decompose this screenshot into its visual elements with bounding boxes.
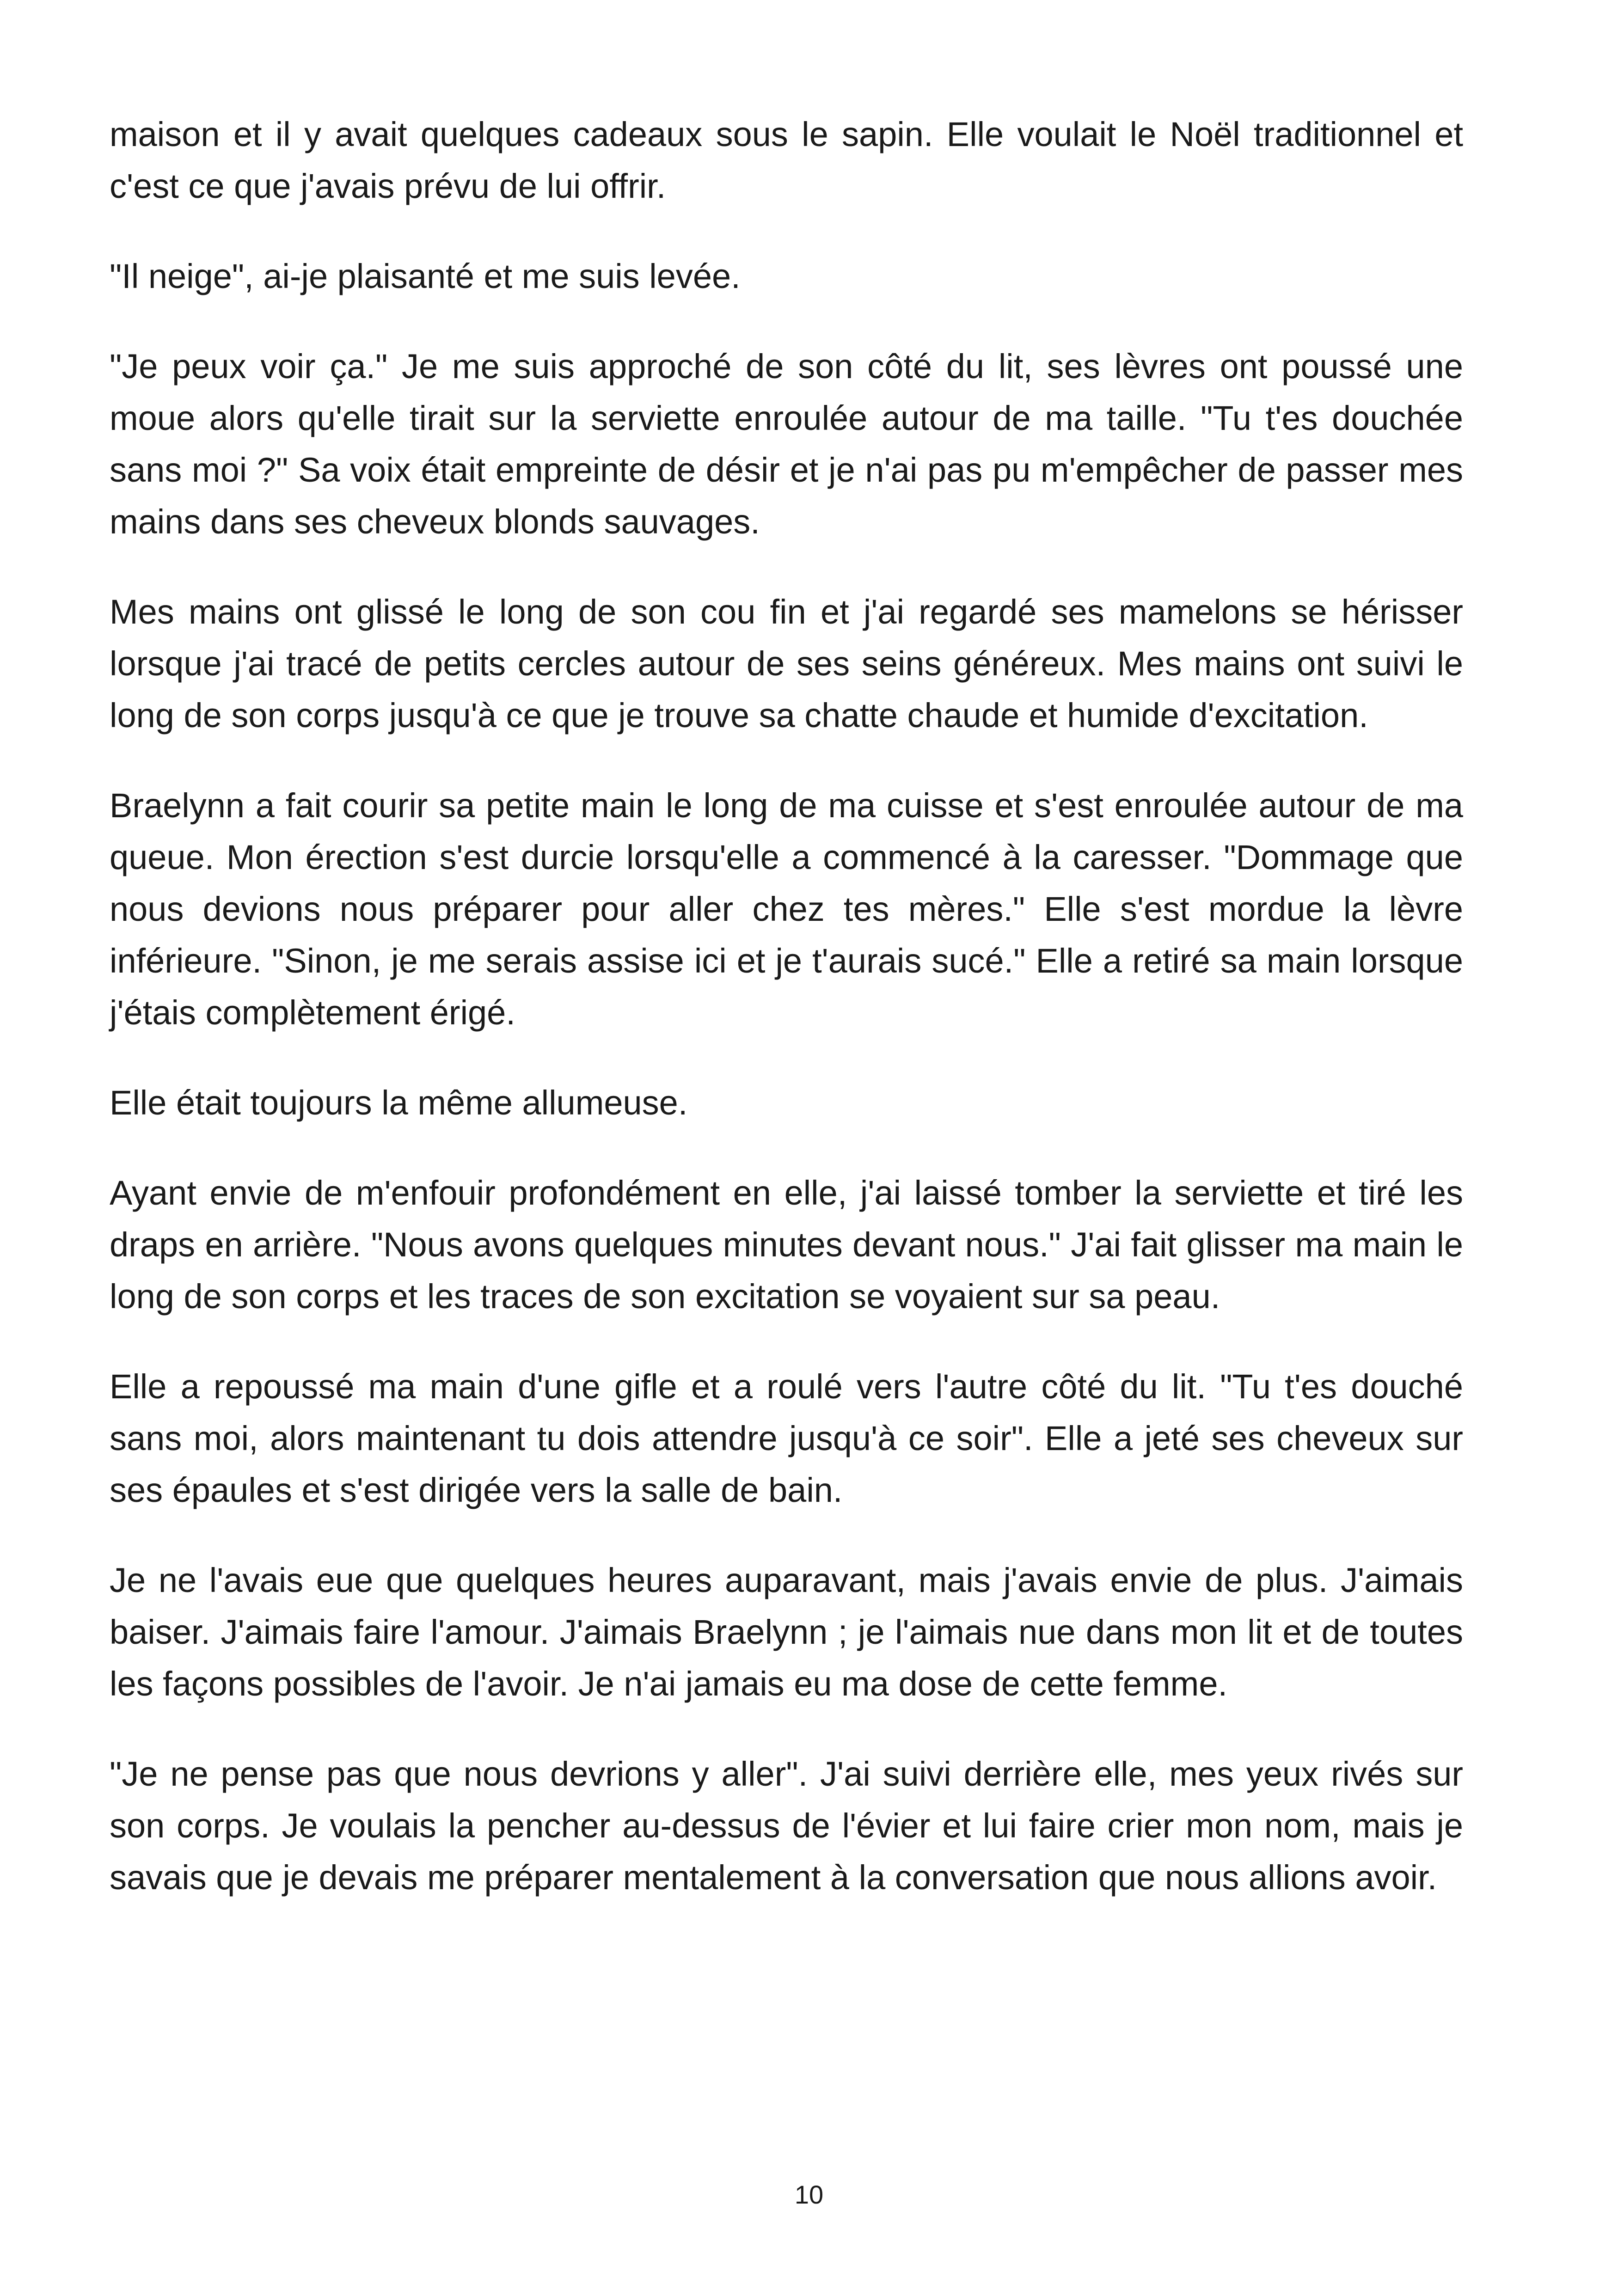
body-text <box>110 109 1463 1942</box>
paragraph-6: Elle était toujours la même allumeuse. <box>110 1084 688 1122</box>
paragraph-2: "Il neige", ai-je plaisanté et me suis levée. <box>110 257 741 295</box>
page-number: 10 <box>794 2180 824 2209</box>
paragraph-5: Braelynn a fait courir sa petite main le long de ma cuisse et s'est enroulée autour de ma queue. Mon érection s'est durcie lorsqu'elle a commencé à la caresser. "Dommage que nous devions nous préparer pour aller chez tes mères." Elle s'est mordue la lèvre inférieure. "Sinon, je me serais assise ici et je t'aurais sucé." Elle a retiré sa main lorsque j'étais complètement érigé. <box>110 786 1463 1032</box>
paragraph-9: Je ne l'avais eue que quelques heures auparavant, mais j'avais envie de plus. J'aimais baiser. J'aimais faire l'amour. J'aimais Braelynn ; je l'aimais nue dans mon lit et de toutes les façons possibles de l'avoir. Je n'ai jamais eu ma dose de cette femme. <box>110 1561 1463 1703</box>
paragraph-8: Elle a repoussé ma main d'une gifle et a roulé vers l'autre côté du lit. "Tu t'es douché sans moi, alors maintenant tu dois attendre jusqu'à ce soir". Elle a jeté ses cheveux sur ses épaules et s'est dirigée vers la salle de bain. <box>110 1367 1463 1509</box>
paragraph-4: Mes mains ont glissé le long de son cou fin et j'ai regardé ses mamelons se hérisser lorsque j'ai tracé de petits cercles autour de ses seins généreux. Mes mains ont suivi le long de son corps jusqu'à ce que je trouve sa chatte chaude et humide d'excitation. <box>110 593 1463 735</box>
paragraph-7: Ayant envie de m'enfouir profondément en elle, j'ai laissé tomber la serviette et tiré les draps en arrière. "Nous avons quelques minutes devant nous." J'ai fait glisser ma main le long de son corps et les traces de son excitation se voyaient sur sa peau. <box>110 1174 1463 1316</box>
paragraph-1: maison et il y avait quelques cadeaux sous le sapin. Elle voulait le Noël traditionnel et c'est ce que j'avais prévu de lui offrir. <box>110 115 1463 205</box>
paragraph-10: "Je ne pense pas que nous devrions y aller". J'ai suivi derrière elle, mes yeux rivés sur son corps. Je voulais la pencher au-dessus de l'évier et lui faire crier mon nom, mais je savais que je devais me préparer mentalement à la conversation que nous allions avoir. <box>110 1755 1463 1897</box>
paragraph-3: "Je peux voir ça." Je me suis approché de son côté du lit, ses lèvres ont poussé une moue alors qu'elle tirait sur la serviette enroulée autour de ma taille. "Tu t'es douchée sans moi ?" Sa voix était empreinte de désir et je n'ai pas pu m'empêcher de passer mes mains dans ses cheveux blonds sauvages. <box>110 347 1463 541</box>
